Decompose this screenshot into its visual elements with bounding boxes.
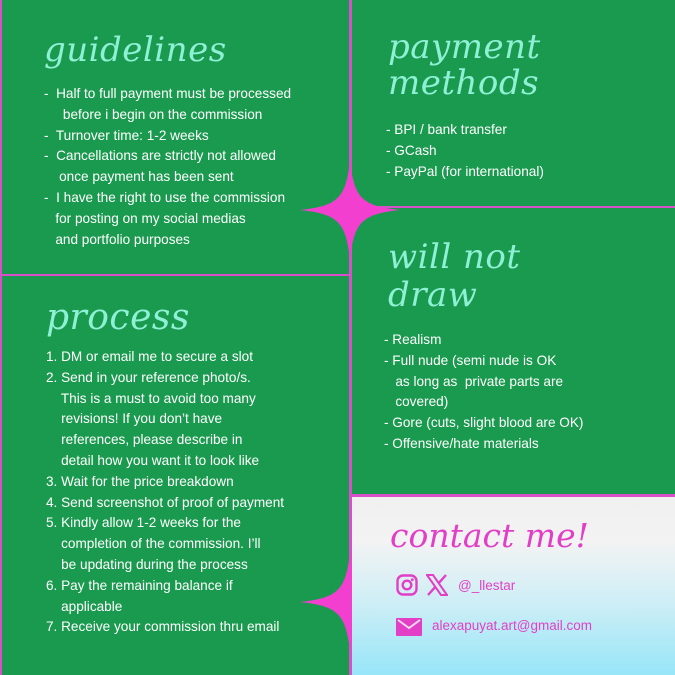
process-text: 1. DM or email me to secure a slot 2. Send in your reference photo/s. This is a must to avoid too many revisions! If you don’t have references, please describe in detail how you want it to look like 3. Wait for the price breakdown 4. Send screenshot of proof of payment 5. Kindly allow 1-2 weeks for the completion of the commission. I’ll be updating during the process 6. Pay the remaining balance if applicable 7. Receive your commission thru email — [46, 349, 285, 635]
guidelines-title: guidelines — [44, 30, 227, 70]
sparkle-icon — [300, 160, 400, 260]
instagram-icon[interactable] — [396, 574, 418, 596]
contact-section — [352, 497, 675, 675]
mail-icon[interactable] — [396, 618, 422, 636]
payment-title-line2: methods — [388, 63, 540, 103]
contact-title: contact me! — [390, 516, 589, 555]
email-address[interactable]: alexapuyat.art@gmail.com — [432, 618, 593, 633]
process-title: process — [46, 297, 190, 338]
will-not-draw-title-line2: draw — [388, 275, 478, 315]
divider-left-horizontal — [0, 274, 350, 276]
will-not-draw-title-line1: will not — [388, 237, 521, 277]
payment-text: - BPI / bank transfer - GCash - PayPal (for international) — [386, 122, 544, 179]
divider-left-edge — [0, 0, 2, 675]
x-icon[interactable] — [426, 574, 448, 596]
social-handle[interactable]: @_llestar — [458, 578, 516, 593]
will-not-draw-text: - Realism - Full nude (semi nude is OK as long as private parts are covered) - Gore (cuts, slight blood are OK) - Offensive/hate materials — [384, 332, 584, 451]
payment-title-line1: payment — [388, 27, 541, 67]
guidelines-text: - Half to full payment must be processed before i begin on the commission - Turnover time: 1-2 weeks - Cancellations are strictly not allowed once payment has been sent - I have the right to use the commission for posting on my social medias and portfolio purposes — [44, 86, 292, 247]
